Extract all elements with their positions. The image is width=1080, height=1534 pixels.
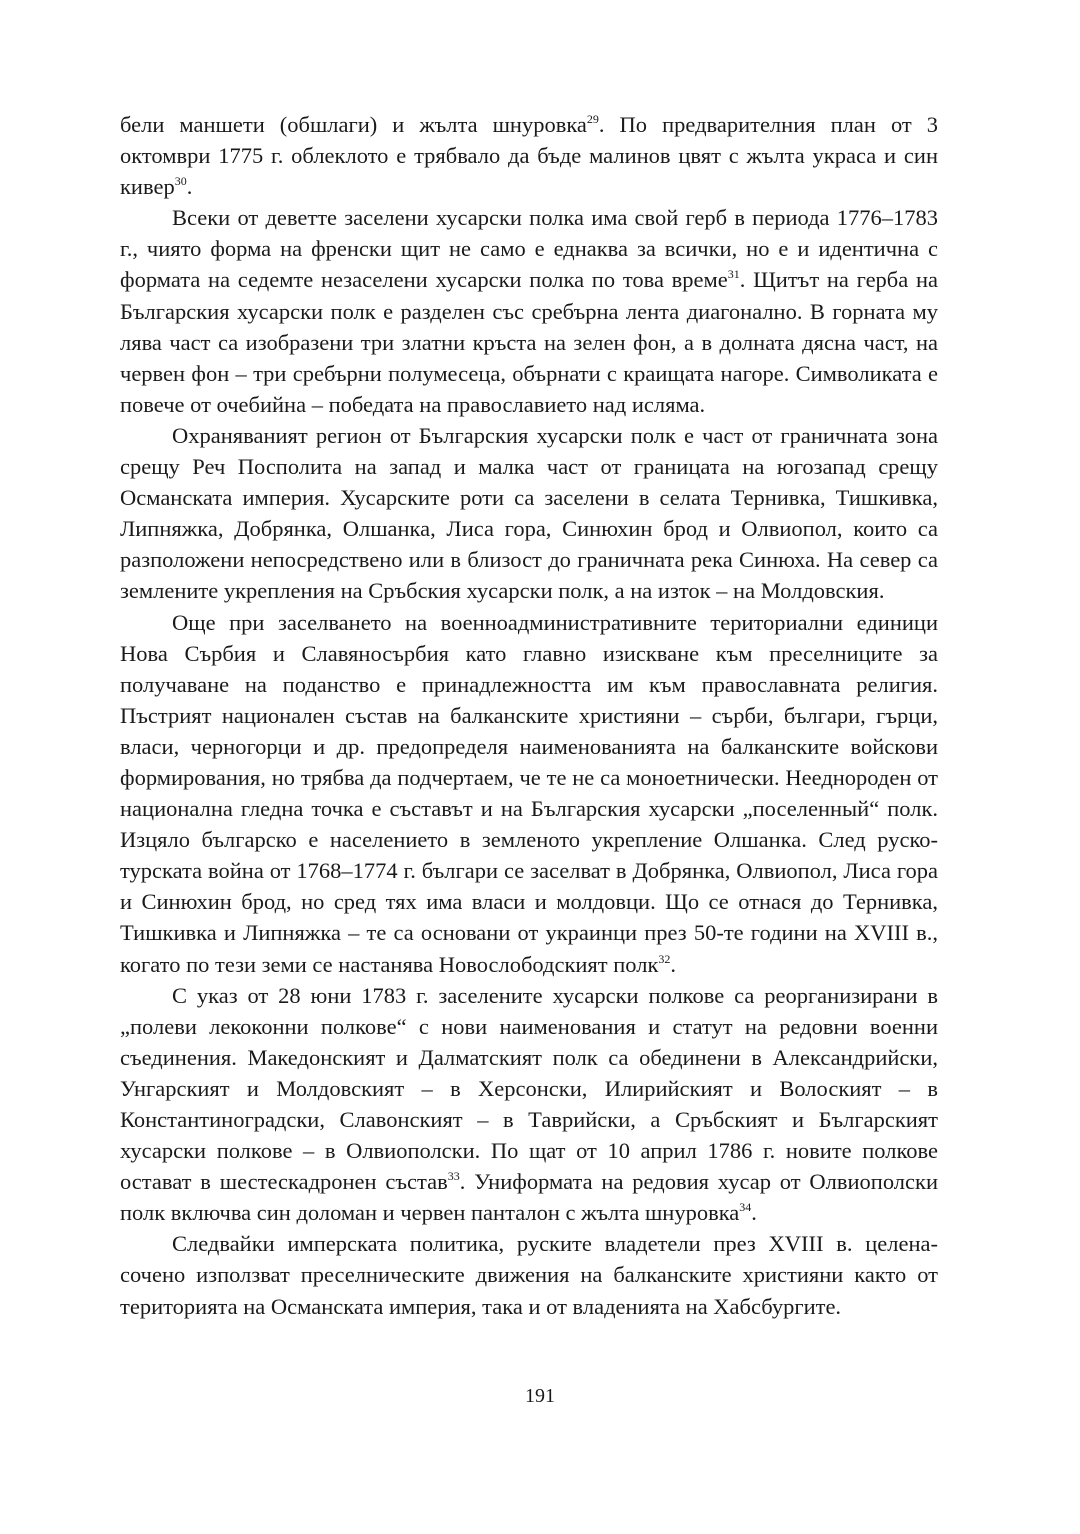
paragraph [120, 202, 938, 420]
paragraph [120, 980, 938, 1229]
paragraph [120, 607, 938, 980]
paragraph-text: . Униформата на редовия хусар от Олвиополски полк включва син доломан и червен панталон с жълта шнуровка [120, 1169, 938, 1226]
footnote-marker: 29 [586, 112, 599, 126]
paragraph-text: Още при заселването на военноадминистративните териториални единици Нова Сърбия и Славяносърбия като главно изискване към преселниците за получаване на поданство е принадлежността им към православната религия. Пъстрият национален състав на балканските християни – сърби, българи, гърци, власи, черногорци и др. предопределя наименованията на балканските войскови формирования, но трябва да подчертаем, че те не са моноетнически. Нееднороден от национална гледна точка е съставът и на Българския хусарски „поселенный“ полк. Изцяло българско е населението в землeното укрепление Олшанка. След руско-турската война от 1768–1774 г. българи се заселват в Добрянка, Олвиопол, Лиса гора и Синюхин брод, но сред тях има власи и молдовци. Що се отнася до Тернивка, Тишкивка и Липняжка – те са основани от украинци през 50-те години на XVIII в., когато по тези земи се настанява Новослободският полк [120, 609, 938, 977]
footnote-marker: 34 [739, 1200, 752, 1215]
paragraph [120, 109, 938, 202]
paragraph-text: бели маншети (обшлаги) и жълта шнуровка [120, 112, 587, 137]
paragraph-text: . [670, 951, 677, 977]
paragraph-text: Охраняваният регион от Българския хусарски полк е част от граничната зона срещу Реч Посполита на запад и малка част от границата на югозапад срещу Османската империя. Хусарските роти са заселени в селата Тернивка, Тишкивка, Липняжка, Добрянка, Олшанка, Лиса гора, Синюхин брод и Олвиопол, които са разположени непосредствено или в близост до граничната река Синюха. На север са землените укрепления на Сръбския хусарски полк, а на изток – на Молдовския. [120, 422, 938, 604]
footnote-marker: 32 [658, 951, 671, 966]
page-number: 191 [525, 1385, 555, 1407]
paragraph-text: . По предварителния план от 3 октомври 1775 г. облеклото е трябвало да бъде малинов цвят с жълта украса и син кивер [120, 112, 939, 200]
paragraph-text: . [751, 1200, 757, 1226]
paragraph [120, 1228, 938, 1321]
paragraph-text: С указ от 28 юни 1783 г. заселените хусарски полкове са реорганизирани в „полеви лекоконни полкове“ с нови наименования и статут на редовни военни съединения. Македонският и Далматският полк са обединени в Александрийски, Унгарският и Молдовският – в Херсонски, Илирийският и Волоският – в Константиноградски, Славонският – в Таврийски, а Сръбският и Българският хусарски полкове – в Олвиополски. По щат от 10 април 1786 г. новите полкове остават в шестескадронен състав [120, 982, 938, 1195]
paragraph-text: Следвайки имперската политика, руските владетели през XVIII в. целенасочено използват преселническите движения на балканските християни както от територията на Османската империя, така и от владенията на Хабсбургите. [120, 1231, 938, 1319]
paragraph [120, 420, 938, 607]
paragraph-text: . Щитът на герба на Българския хусарски полк е разделен със сребърна лента диагонално. В горната му лява част са изобразени три златни кръста на зелен фон, а в долната дясна част, на червен фон – три сребърни полумесеца, обърнати с краищата нагоре. Символиката е повече от очебийна – победата на православието над исляма. [120, 267, 938, 417]
paragraph-text: . [186, 174, 193, 200]
paragraph-text: Всеки от деветте заселени хусарски полка има свой герб в периода 1776–1783 г., чиято форма на френски щит не само е еднаква за всички, но е и идентична с формата на седемте незаселени хусарски полка по това време [120, 205, 938, 293]
footnote-marker: 30 [174, 174, 187, 189]
footnote-marker: 31 [727, 267, 740, 282]
footnote-marker: 33 [447, 1169, 460, 1184]
body-text [120, 109, 938, 1322]
